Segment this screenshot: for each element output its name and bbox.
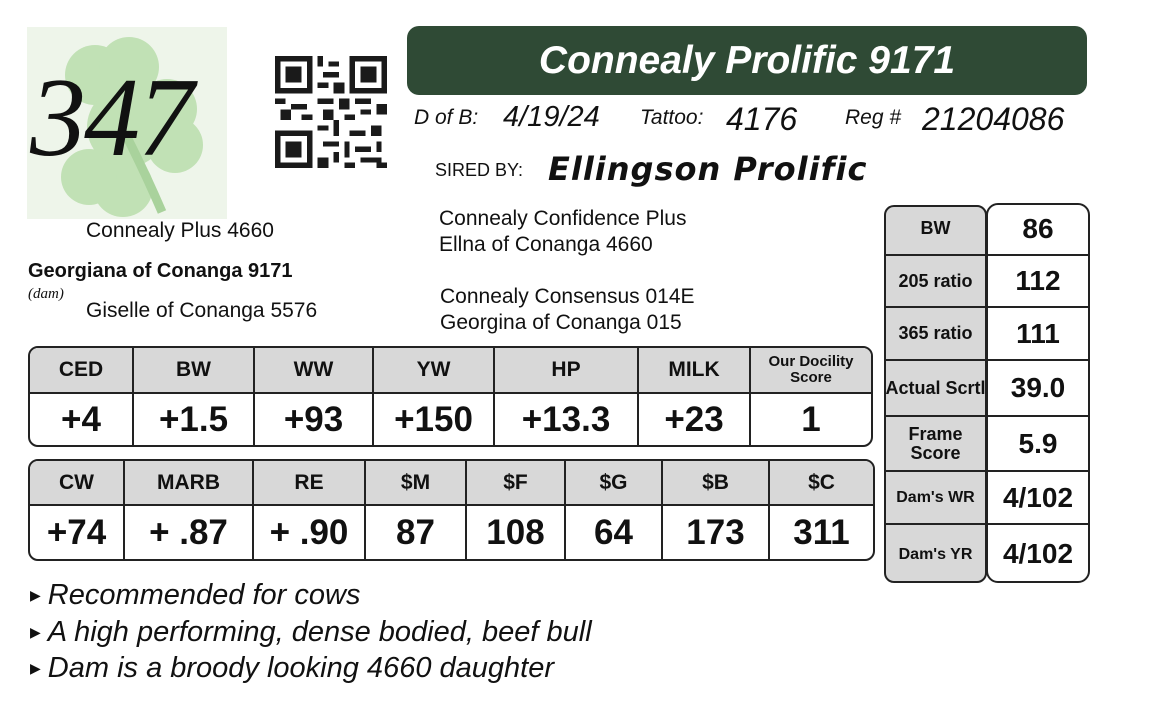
remark-text: A high performing, dense bodied, beef bull [47,616,592,648]
epd-table-2 [28,459,875,561]
remark-text: Recommended for cows [47,579,361,611]
epd-header: YW [374,348,495,394]
epd-value: +4 [30,394,134,445]
epd-header: BW [134,348,255,394]
epd-value: + .87 [125,506,254,559]
epd-header: $C [770,461,873,506]
sired-by-label: SIRED BY: [435,160,524,180]
epd-header: WW [255,348,374,394]
epd-header: MILK [639,348,751,394]
epd-value: + .90 [254,506,366,559]
epd-header: RE [254,461,366,506]
performance-label: Frame Score [884,417,987,472]
epd-header: MARB [125,461,254,506]
epd-value: 108 [467,506,566,559]
triangle-bullet-icon: ▶ [30,660,41,676]
epd-header: $F [467,461,566,506]
epd-header: $G [566,461,663,506]
performance-label: Dam's WR [884,472,987,525]
performance-value: 86 [987,203,1089,256]
pedigree-maternal-granddam: Giselle of Conanga 5576 [86,299,318,322]
epd-header: CW [30,461,125,506]
dob-value: 4/19/24 [503,101,600,133]
performance-table [884,203,1089,583]
epd-value: 311 [793,512,850,552]
epd-header: $M [366,461,467,506]
epd-value: 87 [366,506,467,559]
epd-value: 64 [566,506,663,559]
performance-value: 112 [987,256,1089,308]
performance-value: 4/102 [987,472,1089,525]
remark-item [30,579,360,612]
triangle-bullet-icon: ▶ [30,624,41,640]
performance-value: 4/102 [1002,538,1074,569]
epd-value: +74 [30,506,125,559]
title-bar [407,26,1087,95]
performance-label: BW [884,203,987,256]
dob-label: D of B: [414,106,479,129]
epd-value: +150 [374,394,495,445]
epd-value: +13.3 [495,394,639,445]
performance-label: Dam's YR [898,545,973,563]
epd-value: 1 [801,399,821,439]
animal-name: Connealy Prolific 9171 [538,38,956,82]
epd-value: 173 [663,506,770,559]
remark-text: Dam is a broody looking 4660 daughter [47,652,554,684]
reg-value: 21204086 [922,101,1065,137]
qr-code-icon[interactable] [274,56,388,168]
pedigree-dam: Georgiana of Conanga 9171 [28,260,293,282]
performance-value: 111 [987,308,1089,361]
epd-header: CED [30,348,134,394]
remark-item [30,616,592,649]
epd-table-1 [28,346,873,447]
tattoo-value: 4176 [726,101,798,137]
remark-item [30,652,554,685]
performance-label: Actual Scrtl [884,361,987,417]
pedigree-maternal-grandsire: Connealy Plus 4660 [86,219,274,242]
performance-label: 365 ratio [884,308,987,361]
epd-value: +23 [639,394,751,445]
sire-name: Ellingson Prolific [548,150,868,188]
pedigree-line-3: Connealy Consensus 014E [440,285,695,308]
epd-value: +93 [255,394,374,445]
tattoo-label: Tattoo: [640,106,704,129]
epd-header: $B [663,461,770,506]
epd-value: +1.5 [134,394,255,445]
triangle-bullet-icon: ▶ [30,587,41,603]
epd-header: Our Docility Score [751,348,871,394]
pedigree-line-4: Georgina of Conanga 015 [440,311,682,334]
performance-value: 5.9 [987,417,1089,472]
performance-label: 205 ratio [884,256,987,308]
performance-value: 39.0 [987,361,1089,417]
epd-header: HP [495,348,639,394]
lot-number: 347 [30,56,192,180]
pedigree-line-2: Ellna of Conanga 4660 [439,233,653,256]
pedigree-dam-tag: (dam) [28,286,64,302]
pedigree-line-1: Connealy Confidence Plus [439,207,687,230]
reg-label: Reg # [845,106,902,129]
